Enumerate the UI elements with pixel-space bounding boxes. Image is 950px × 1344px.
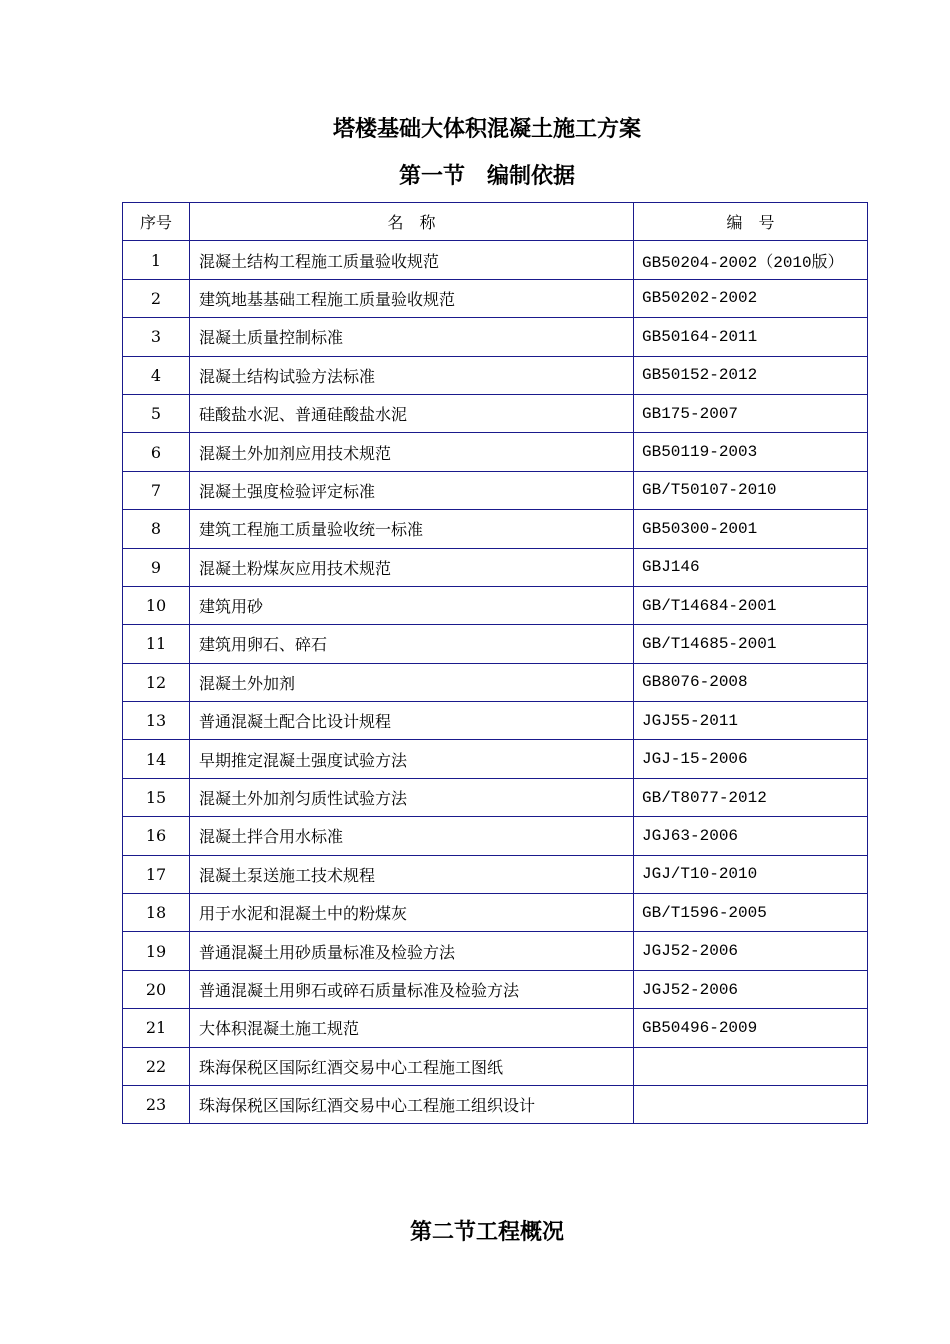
table-row	[123, 855, 868, 893]
standard-code: GB50300-2001	[634, 510, 868, 548]
standard-name: 混凝土质量控制标准	[190, 318, 634, 356]
table-row	[123, 356, 868, 394]
standard-name: 普通混凝土配合比设计规程	[190, 702, 634, 740]
table-row	[123, 510, 868, 548]
standard-name: 混凝土结构试验方法标准	[190, 356, 634, 394]
table-row	[123, 548, 868, 586]
document-title: 塔楼基础大体积混凝土施工方案	[332, 117, 641, 142]
row-number: 1	[123, 241, 190, 279]
row-number: 10	[123, 586, 190, 624]
table-body	[123, 241, 868, 1124]
header-code: 编 号	[634, 203, 868, 241]
row-number: 13	[123, 702, 190, 740]
standard-name: 建筑工程施工质量验收统一标准	[190, 510, 634, 548]
standard-name: 普通混凝土用砂质量标准及检验方法	[190, 932, 634, 970]
table-row	[123, 970, 868, 1008]
standard-code: GB50202-2002	[634, 279, 868, 317]
standard-name: 混凝土拌合用水标准	[190, 817, 634, 855]
table-row	[123, 778, 868, 816]
standard-code: JGJ-15-2006	[634, 740, 868, 778]
table-header-row	[123, 203, 868, 241]
standard-name: 珠海保税区国际红酒交易中心工程施工组织设计	[190, 1085, 634, 1123]
standard-code: GB50164-2011	[634, 318, 868, 356]
row-number: 21	[123, 1009, 190, 1047]
standard-code: GBJ146	[634, 548, 868, 586]
row-number: 7	[123, 471, 190, 509]
header-no: 序号	[123, 203, 190, 241]
row-number: 16	[123, 817, 190, 855]
section-1-title: 第一节 编制依据	[398, 164, 575, 189]
table-row	[123, 894, 868, 932]
table-row	[123, 932, 868, 970]
standard-name: 混凝土结构工程施工质量验收规范	[190, 241, 634, 279]
standard-name: 混凝土外加剂应用技术规范	[190, 433, 634, 471]
standard-code: GB50119-2003	[634, 433, 868, 471]
table-row	[123, 471, 868, 509]
row-number: 22	[123, 1047, 190, 1085]
row-number: 6	[123, 433, 190, 471]
standard-code: GB/T14685-2001	[634, 625, 868, 663]
standard-code	[634, 1047, 868, 1085]
table-row	[123, 433, 868, 471]
standard-code: JGJ63-2006	[634, 817, 868, 855]
section-2-title: 第二节工程概况	[409, 1220, 564, 1245]
row-number: 14	[123, 740, 190, 778]
standard-name: 用于水泥和混凝土中的粉煤灰	[190, 894, 634, 932]
row-number: 4	[123, 356, 190, 394]
standard-code: GB/T14684-2001	[634, 586, 868, 624]
standard-code: GB/T50107-2010	[634, 471, 868, 509]
row-number: 20	[123, 970, 190, 1008]
table-row	[123, 394, 868, 432]
standard-code: GB8076-2008	[634, 663, 868, 701]
standard-name: 硅酸盐水泥、普通硅酸盐水泥	[190, 394, 634, 432]
row-number: 23	[123, 1085, 190, 1123]
table-row	[123, 1047, 868, 1085]
row-number: 12	[123, 663, 190, 701]
standard-code: JGJ55-2011	[634, 702, 868, 740]
row-number: 2	[123, 279, 190, 317]
row-number: 5	[123, 394, 190, 432]
standard-name: 珠海保税区国际红酒交易中心工程施工图纸	[190, 1047, 634, 1085]
table-row	[123, 625, 868, 663]
row-number: 3	[123, 318, 190, 356]
standard-code: GB50496-2009	[634, 1009, 868, 1047]
table-row	[123, 318, 868, 356]
table-row	[123, 241, 868, 279]
standard-name: 建筑地基基础工程施工质量验收规范	[190, 279, 634, 317]
standard-name: 混凝土泵送施工技术规程	[190, 855, 634, 893]
table-row	[123, 740, 868, 778]
standard-name: 大体积混凝土施工规范	[190, 1009, 634, 1047]
row-number: 9	[123, 548, 190, 586]
standard-code	[634, 1085, 868, 1123]
standard-code: JGJ52-2006	[634, 932, 868, 970]
standard-code: JGJ/T10-2010	[634, 855, 868, 893]
row-number: 19	[123, 932, 190, 970]
row-number: 15	[123, 778, 190, 816]
row-number: 11	[123, 625, 190, 663]
standard-code: GB/T1596-2005	[634, 894, 868, 932]
standard-name: 建筑用卵石、碎石	[190, 625, 634, 663]
standard-name: 建筑用砂	[190, 586, 634, 624]
standard-name: 混凝土粉煤灰应用技术规范	[190, 548, 634, 586]
standard-name: 早期推定混凝土强度试验方法	[190, 740, 634, 778]
standard-name: 普通混凝土用卵石或碎石质量标准及检验方法	[190, 970, 634, 1008]
table-row	[123, 1009, 868, 1047]
standard-name: 混凝土外加剂	[190, 663, 634, 701]
table-row	[123, 1085, 868, 1123]
standard-code: GB50204-2002（2010版）	[634, 241, 868, 279]
table-row	[123, 279, 868, 317]
standard-code: GB50152-2012	[634, 356, 868, 394]
row-number: 17	[123, 855, 190, 893]
table-row	[123, 702, 868, 740]
row-number: 8	[123, 510, 190, 548]
standard-code: GB175-2007	[634, 394, 868, 432]
standards-table	[122, 202, 868, 1124]
table-row	[123, 817, 868, 855]
standard-code: JGJ52-2006	[634, 970, 868, 1008]
standard-name: 混凝土外加剂匀质性试验方法	[190, 778, 634, 816]
row-number: 18	[123, 894, 190, 932]
standard-code: GB/T8077-2012	[634, 778, 868, 816]
header-name: 名 称	[190, 203, 634, 241]
standard-name: 混凝土强度检验评定标准	[190, 471, 634, 509]
table-row	[123, 586, 868, 624]
table-row	[123, 663, 868, 701]
